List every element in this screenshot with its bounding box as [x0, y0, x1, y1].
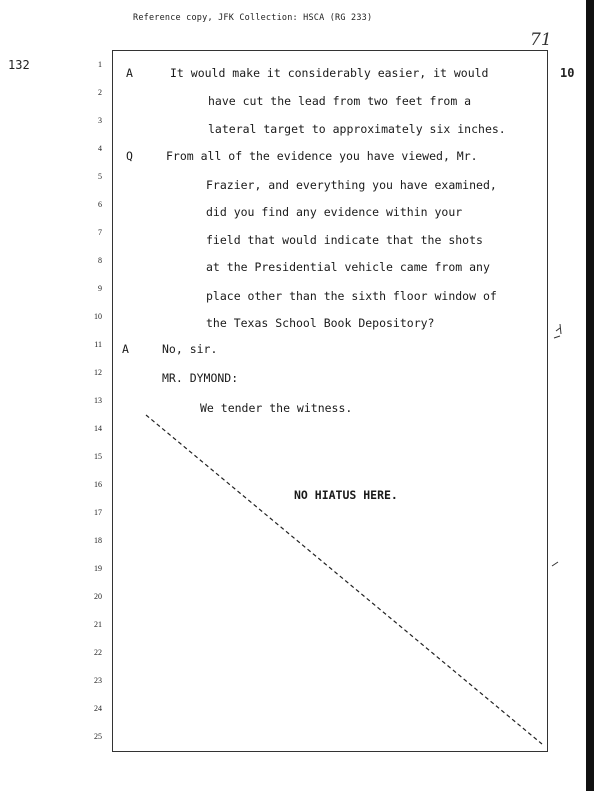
speaker-label: A: [126, 66, 133, 80]
transcript-line: lateral target to approximately six inches.: [208, 122, 506, 136]
line-number: 10: [94, 312, 102, 321]
line-number: 12: [94, 368, 102, 377]
transcript-line: the Texas School Book Depository?: [206, 316, 435, 330]
line-number: 19: [94, 564, 102, 573]
page-number-handwritten: 71: [530, 30, 552, 50]
line-number: 24: [94, 704, 102, 713]
line-number: 5: [98, 172, 102, 181]
transcript-line: place other than the sixth floor window of: [206, 289, 497, 303]
margin-tick-icon: [552, 562, 558, 566]
transcript-line: at the Presidential vehicle came from any: [206, 260, 490, 274]
dashed-strike: [146, 415, 542, 744]
line-number: 20: [94, 592, 102, 601]
line-number: 9: [98, 284, 102, 293]
page-number-left: 132: [8, 58, 30, 72]
line-number: 18: [94, 536, 102, 545]
transcript-line: have cut the lead from two feet from a: [208, 94, 472, 108]
line-number: 21: [94, 620, 102, 629]
line-number: 15: [94, 452, 102, 461]
line-number: 13: [94, 396, 102, 405]
transcript-line: We tender the witness.: [200, 401, 353, 415]
speaker-label: A: [122, 342, 129, 356]
transcript-line: MR. DYMOND:: [162, 371, 239, 385]
reference-header: Reference copy, JFK Collection: HSCA (RG 233): [133, 13, 373, 23]
line-number: 8: [98, 256, 102, 265]
line-number: 1: [98, 60, 102, 69]
transcript-line: field that would indicate that the shots: [206, 233, 483, 247]
speaker-label: Q: [126, 149, 133, 163]
line-number: 16: [94, 480, 102, 489]
line-number: 17: [94, 508, 102, 517]
line-number: 14: [94, 424, 102, 433]
transcript-line: did you find any evidence within your: [206, 205, 463, 219]
margin-mark-line1: 10: [560, 66, 575, 80]
line-number: 3: [98, 116, 102, 125]
transcript-line: From all of the evidence you have viewed, Mr.: [166, 149, 478, 163]
line-number: 23: [94, 676, 102, 685]
transcript-line: It would make it considerably easier, it would: [170, 66, 489, 80]
line-number: 25: [94, 732, 102, 741]
transcript-line: Frazier, and everything you have examined,: [206, 178, 497, 192]
line-number: 4: [98, 144, 102, 153]
line-number: 22: [94, 648, 102, 657]
margin-scribble-icon: [554, 324, 561, 338]
line-number: 2: [98, 88, 102, 97]
transcript-line: No, sir.: [162, 342, 218, 356]
line-number: 11: [94, 340, 102, 349]
line-number: 7: [98, 228, 102, 237]
line-number: 6: [98, 200, 102, 209]
no-hiatus-stamp: NO HIATUS HERE.: [294, 488, 398, 502]
